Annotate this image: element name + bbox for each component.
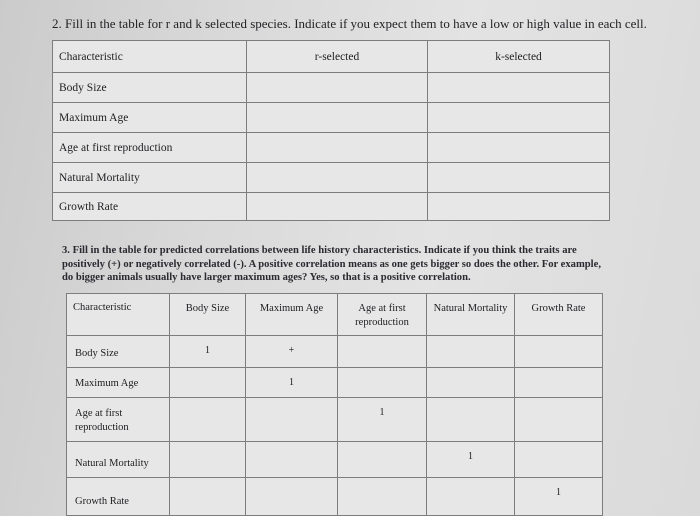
correlation-cell[interactable]	[338, 368, 427, 398]
correlation-cell[interactable]	[515, 336, 603, 368]
table-row	[53, 73, 610, 103]
correlation-cell[interactable]: 1	[338, 398, 427, 442]
correlation-cell[interactable]	[338, 442, 427, 478]
correlation-cell[interactable]	[170, 398, 246, 442]
correlation-cell[interactable]	[246, 398, 338, 442]
header-age-first-reproduction: Age at first reproduction	[338, 294, 427, 336]
correlation-cell[interactable]	[338, 336, 427, 368]
correlation-cell[interactable]: +	[246, 336, 338, 368]
correlation-cell[interactable]	[427, 398, 515, 442]
answer-cell-k[interactable]	[428, 193, 610, 221]
table-row	[53, 193, 610, 221]
header-growth-rate: Growth Rate	[515, 294, 603, 336]
answer-cell-r[interactable]	[247, 73, 428, 103]
row-label: Age at first reproduction	[53, 133, 247, 163]
header-characteristic: Characteristic	[67, 294, 170, 336]
row-label: Natural Mortality	[67, 442, 170, 478]
row-label: Body Size	[53, 73, 247, 103]
correlation-cell[interactable]	[427, 478, 515, 516]
correlation-table	[66, 293, 603, 516]
correlation-cell[interactable]	[427, 336, 515, 368]
answer-cell-k[interactable]	[428, 163, 610, 193]
table-row	[53, 163, 610, 193]
answer-cell-r[interactable]	[247, 103, 428, 133]
row-label: Maximum Age	[67, 368, 170, 398]
table-header-row	[67, 294, 603, 336]
question-2-prompt: 2. Fill in the table for r and k selected species. Indicate if you expect them to have a low or high value in each cell.	[52, 16, 647, 31]
answer-cell-k[interactable]	[428, 73, 610, 103]
correlation-cell[interactable]	[246, 442, 338, 478]
table-row	[67, 478, 603, 516]
header-characteristic: Characteristic	[53, 41, 247, 73]
correlation-cell[interactable]	[338, 478, 427, 516]
answer-cell-r[interactable]	[247, 163, 428, 193]
row-label: Natural Mortality	[53, 163, 247, 193]
table-header-row	[53, 41, 610, 73]
header-maximum-age: Maximum Age	[246, 294, 338, 336]
answer-cell-r[interactable]	[247, 133, 428, 163]
correlation-cell[interactable]	[170, 478, 246, 516]
correlation-cell[interactable]	[170, 368, 246, 398]
header-body-size: Body Size	[170, 294, 246, 336]
table-row	[67, 336, 603, 368]
table-row	[67, 398, 603, 442]
row-label: Body Size	[67, 336, 170, 368]
correlation-cell[interactable]	[170, 442, 246, 478]
table-row	[53, 103, 610, 133]
r-k-selection-table	[52, 40, 610, 221]
row-label: Growth Rate	[67, 478, 170, 516]
table-row	[53, 133, 610, 163]
header-natural-mortality: Natural Mortality	[427, 294, 515, 336]
correlation-cell[interactable]: 1	[427, 442, 515, 478]
table-row	[67, 442, 603, 478]
answer-cell-k[interactable]	[428, 103, 610, 133]
correlation-cell[interactable]: 1	[170, 336, 246, 368]
correlation-cell[interactable]	[427, 368, 515, 398]
correlation-cell[interactable]	[515, 398, 603, 442]
header-k-selected: k-selected	[428, 41, 610, 73]
correlation-cell[interactable]	[515, 442, 603, 478]
row-label: Growth Rate	[53, 193, 247, 221]
correlation-cell[interactable]	[246, 478, 338, 516]
question-3-prompt: 3. Fill in the table for predicted correlations between life history characteristics. Indicate if you think the traits are positively (+) or negatively correlated (-). A positive correlation means as one gets bigger so does the other. For example, do bigger animals usually have larger maximum ages? Yes, so that is a positive correlation.	[62, 245, 601, 283]
header-r-selected: r-selected	[247, 41, 428, 73]
answer-cell-k[interactable]	[428, 133, 610, 163]
row-label: Maximum Age	[53, 103, 247, 133]
row-label: Age at first reproduction	[67, 398, 170, 442]
correlation-cell[interactable]: 1	[246, 368, 338, 398]
answer-cell-r[interactable]	[247, 193, 428, 221]
correlation-cell[interactable]: 1	[515, 478, 603, 516]
correlation-cell[interactable]	[515, 368, 603, 398]
table-row	[67, 368, 603, 398]
